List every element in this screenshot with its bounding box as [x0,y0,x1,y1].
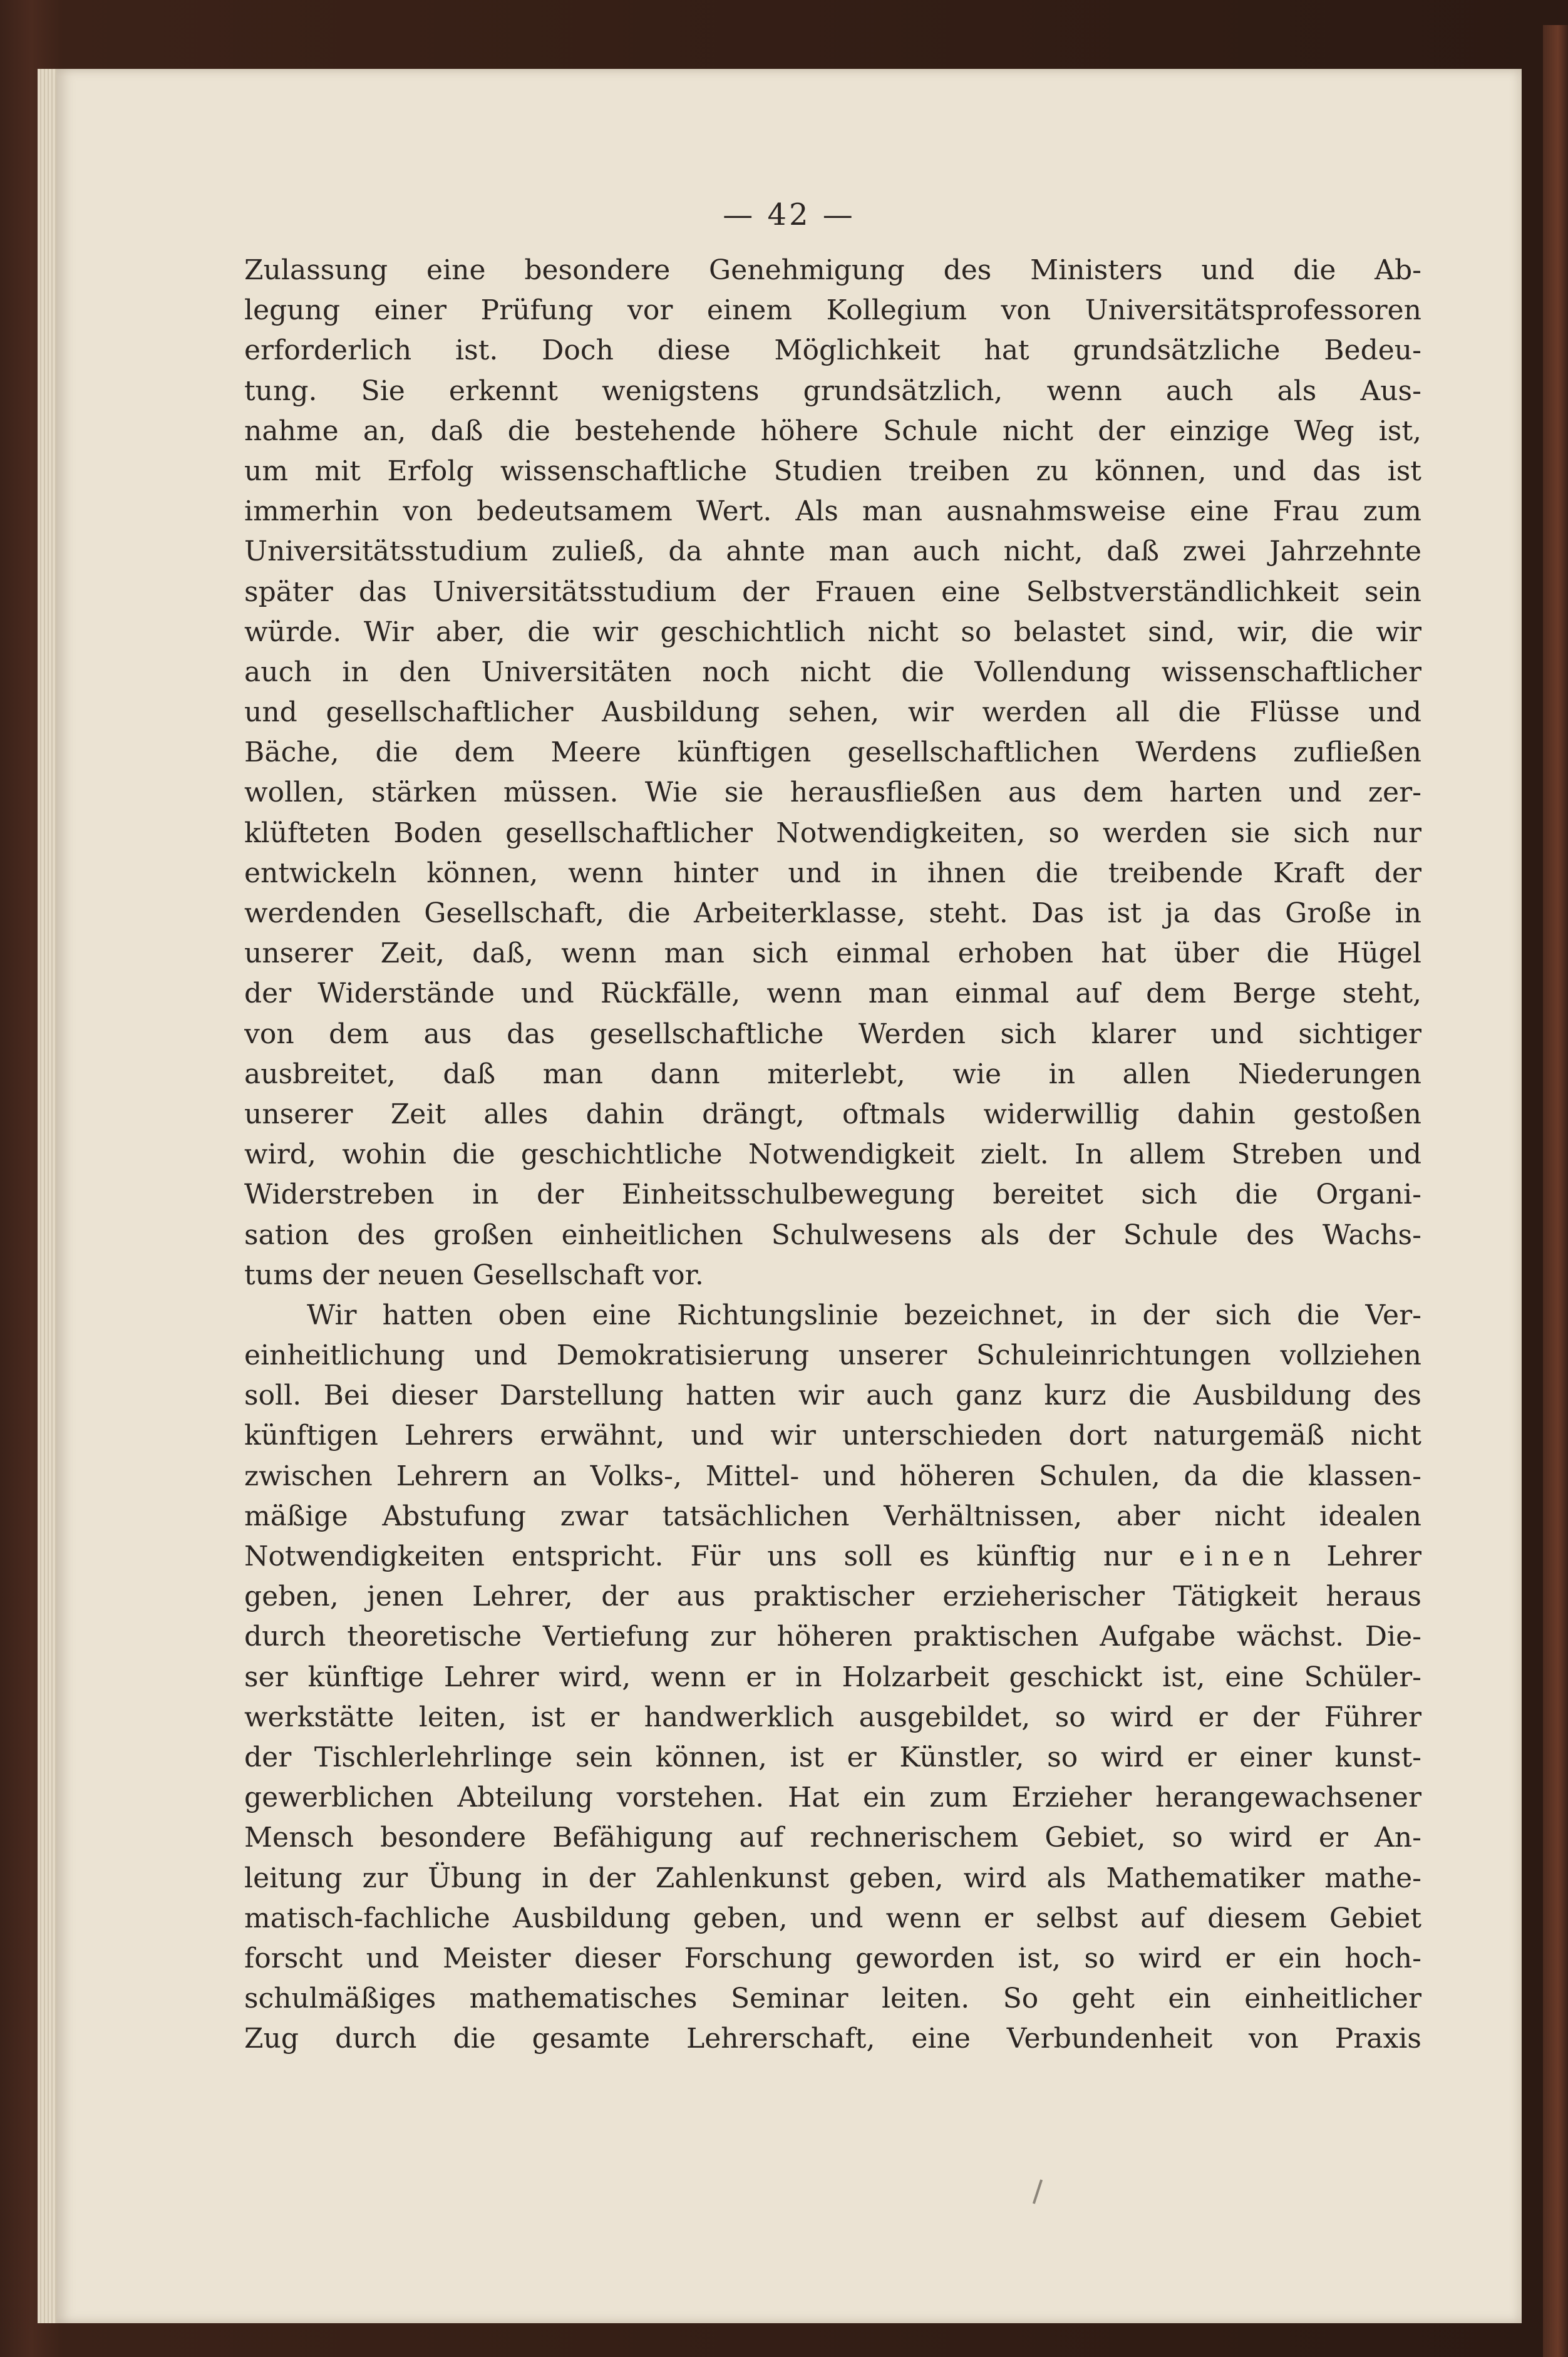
text-segment: Lehrer [1326,1540,1421,1572]
text-segment: Notwendigkeiten entspricht. Für uns soll es künftig nur [244,1540,1152,1572]
text-line: tums der neuen Gesellschaft vor. [244,1259,704,1291]
text-line: leitung zur Übung in der Zahlenkunst geben, wird als Mathematiker mathe- [244,1862,1421,1894]
text-line: später das Universitätsstudium der Frauen eine Selbstverständlichkeit sein [244,575,1421,608]
text-line: auch in den Universitäten noch nicht die Vollendung wissenschaftlicher [244,656,1421,688]
text-line: unserer Zeit, daß, wenn man sich einmal erhoben hat über die Hügel [244,937,1421,970]
text-line: tung. Sie erkennt wenigstens grundsätzlich, wenn auch als Aus- [244,374,1421,407]
text-line: Zulassung eine besondere Genehmigung des Ministers und die Ab- [244,254,1421,286]
page-number: — 42 — [723,197,855,232]
text-line: immerhin von bedeutsamem Wert. Als man ausnahmsweise eine Frau zum [244,495,1421,528]
text-line: geben, jenen Lehrer, der aus praktischer erzieherischer Tätigkeit heraus [244,1581,1421,1613]
text-line: wollen, stärken müssen. Wie sie herausfließen aus dem harten und zer- [244,776,1421,809]
pencil-mark [1033,2179,1043,2204]
text-line: werkstätte leiten, ist er handwerklich ausgebildet, so wird er der Führer [244,1701,1421,1733]
text-line: einheitlichung und Demokratisierung unserer Schuleinrichtungen vollziehen [244,1339,1421,1372]
text-line: nahme an, daß die bestehende höhere Schule nicht der einzige Weg ist, [244,415,1421,447]
text-line: soll. Bei dieser Darstellung hatten wir auch ganz kurz die Ausbildung des [244,1380,1421,1412]
text-line: Widerstreben in der Einheitsschulbewegung bereitet sich die Organi- [244,1178,1421,1211]
text-line: künftigen Lehrers erwähnt, und wir unterschieden dort naturgemäß nicht [244,1420,1421,1452]
spaced-word: einen [1179,1540,1300,1572]
text-line: um mit Erfolg wissenschaftliche Studien treiben zu können, und das ist [244,455,1421,487]
text-line: mäßige Abstufung zwar tatsächlichen Verhältnissen, aber nicht idealen [244,1500,1421,1532]
text-line: Universitätsstudium zuließ, da ahnte man auch nicht, daß zwei Jahrzehnte [244,535,1421,568]
text-line: Bäche, die dem Meere künftigen gesellschaftlichen Werdens zufließen [244,736,1421,769]
text-line: erforderlich ist. Doch diese Möglichkeit hat grundsätzliche Bedeu- [244,334,1421,367]
text-line: entwickeln können, wenn hinter und in ihnen die treibende Kraft der [244,857,1421,889]
text-line: legung einer Prüfung vor einem Kollegium von Universitätsprofessoren [244,294,1421,327]
text-line-emphasis [244,1537,1421,1577]
text-line: der Widerstände und Rückfälle, wenn man einmal auf dem Berge steht, [244,977,1421,1010]
text-line: werdenden Gesellschaft, die Arbeiterklasse, steht. Das ist ja das Große in [244,897,1421,929]
text-line: Wir hatten oben eine Richtungslinie bezeichnet, in der sich die Ver- [307,1299,1421,1331]
text-line: durch theoretische Vertiefung zur höheren praktischen Aufgabe wächst. Die- [244,1621,1421,1653]
text-line: der Tischlerlehrlinge sein können, ist er Künstler, so wird er einer kunst- [244,1741,1421,1773]
text-line: und gesellschaftlicher Ausbildung sehen, wir werden all die Flüsse und [244,696,1421,729]
text-line: sation des großen einheitlichen Schulwesens als der Schule des Wachs- [244,1219,1421,1251]
book-cover-edge [1543,25,1568,2357]
text-line: klüfteten Boden gesellschaftlicher Notwendigkeiten, so werden sie sich nur [244,817,1421,849]
text-line: gewerblichen Abteilung vorstehen. Hat ein zum Erzieher herangewachsener [244,1782,1421,1814]
paragraph-2 [244,1296,1421,2060]
text-line: würde. Wir aber, die wir geschichtlich nicht so belastet sind, wir, die wir [244,616,1421,648]
paragraph-1 [244,250,1421,1296]
text-line: zwischen Lehrern an Volks-, Mittel- und höheren Schulen, da die klassen- [244,1460,1421,1492]
text-line: wird, wohin die geschichtliche Notwendigkeit zielt. In allem Streben und [244,1138,1421,1171]
text-line: unserer Zeit alles dahin drängt, oftmals widerwillig dahin gestoßen [244,1098,1421,1130]
text-line: matisch-fachliche Ausbildung geben, und wenn er selbst auf diesem Gebiet [244,1902,1421,1934]
text-line: ausbreitet, daß man dann miterlebt, wie in allen Niederungen [244,1058,1421,1090]
text-line: ser künftige Lehrer wird, wenn er in Holzarbeit geschickt ist, eine Schüler- [244,1661,1421,1693]
text-line: Mensch besondere Befähigung auf rechnerischem Gebiet, so wird er An- [244,1822,1421,1854]
body-text [244,250,1421,2059]
text-line: von dem aus das gesellschaftliche Werden sich klarer und sichtiger [244,1018,1421,1050]
text-line: schulmäßiges mathematisches Seminar leiten. So geht ein einheitlicher [244,1983,1421,2015]
book-page [56,69,1522,2323]
text-line: forscht und Meister dieser Forschung geworden ist, so wird er ein hoch- [244,1942,1421,1974]
text-line: Zug durch die gesamte Lehrerschaft, eine Verbundenheit von Praxis [244,2023,1421,2055]
